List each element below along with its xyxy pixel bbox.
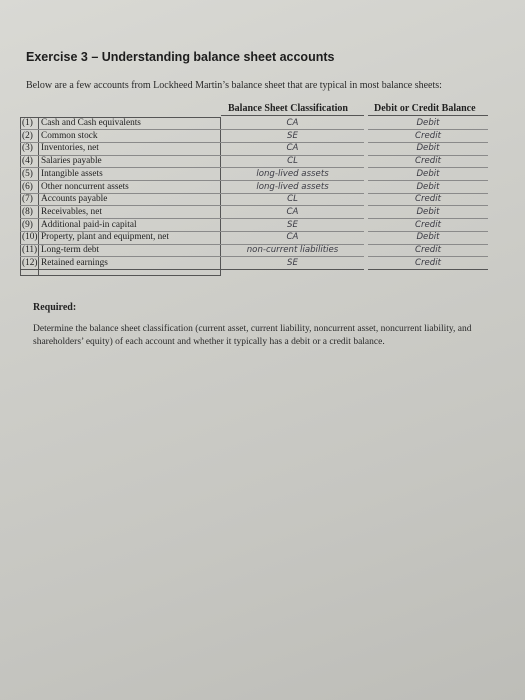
balance-answer: Credit xyxy=(414,219,442,230)
classification-answer: CL xyxy=(287,194,298,205)
row-number: (12) xyxy=(22,257,38,268)
account-name: Retained earnings xyxy=(41,257,108,268)
row-number: (5) xyxy=(22,168,33,179)
required-text: Determine the balance sheet classification (current asset, current liability, noncurrent asset, noncurrent liability, and shareholders’ equity) of each account and whether it typically has a debit or a credit balance. xyxy=(33,324,472,347)
classification-answer: long-lived assets xyxy=(256,168,329,179)
header-underline-debit-credit xyxy=(368,115,488,116)
classification-answer: CL xyxy=(287,156,298,167)
balance-answer: Debit xyxy=(416,206,440,217)
balance-answer: Debit xyxy=(416,181,440,192)
balance-answer: Credit xyxy=(414,130,442,141)
row-number: (7) xyxy=(22,194,33,205)
header-underline-classification xyxy=(221,115,364,116)
row-number: (9) xyxy=(22,219,33,230)
row-number: (8) xyxy=(22,206,33,217)
row-number: (2) xyxy=(22,130,33,141)
account-name: Salaries payable xyxy=(41,156,102,167)
row-number: (3) xyxy=(22,143,33,154)
account-name: Additional paid-in capital xyxy=(41,219,137,230)
row-divider xyxy=(368,269,488,270)
row-number: (10) xyxy=(22,232,38,243)
classification-answer: CA xyxy=(286,232,299,243)
account-name: Long-term debt xyxy=(41,245,100,255)
classification-answer: SE xyxy=(287,130,298,141)
row-divider xyxy=(221,269,364,270)
classification-answer: non-current liabilities xyxy=(246,245,339,255)
balance-answer: Credit xyxy=(414,156,442,167)
header-classification: Balance Sheet Classification xyxy=(228,103,348,114)
classification-answer: CA xyxy=(286,206,299,217)
classification-answer: SE xyxy=(287,257,298,268)
classification-answer: long-lived assets xyxy=(256,181,329,192)
account-name: Receivables, net xyxy=(41,206,102,217)
account-name: Intangible assets xyxy=(41,168,103,179)
required-label: Required: xyxy=(33,302,77,313)
balance-answer: Credit xyxy=(414,257,442,268)
account-name: Cash and Cash equivalents xyxy=(41,118,141,128)
exercise-title: Exercise 3 – Understanding balance sheet accounts xyxy=(26,50,335,64)
balance-answer: Debit xyxy=(416,168,440,179)
header-debit-credit: Debit or Credit Balance xyxy=(374,103,476,114)
row-number: (1) xyxy=(22,118,33,128)
classification-answer: CA xyxy=(286,143,299,154)
exercise-intro: Below are a few accounts from Lockheed Martin’s balance sheet that are typical in most balance sheets: xyxy=(26,80,442,91)
account-name: Other noncurrent assets xyxy=(41,181,129,192)
balance-answer: Debit xyxy=(416,118,440,128)
balance-answer: Debit xyxy=(416,232,440,243)
account-name: Property, plant and equipment, net xyxy=(41,232,169,243)
account-name: Inventories, net xyxy=(41,143,99,154)
balance-answer: Debit xyxy=(416,143,440,154)
classification-answer: CA xyxy=(286,118,299,128)
account-name: Common stock xyxy=(41,130,98,141)
row-number: (4) xyxy=(22,156,33,167)
account-name: Accounts payable xyxy=(41,194,108,205)
row-number: (11) xyxy=(22,245,38,255)
row-number: (6) xyxy=(22,181,33,192)
row-divider xyxy=(20,269,221,270)
balance-answer: Credit xyxy=(414,194,442,205)
classification-answer: SE xyxy=(287,219,298,230)
balance-answer: Credit xyxy=(414,245,442,255)
